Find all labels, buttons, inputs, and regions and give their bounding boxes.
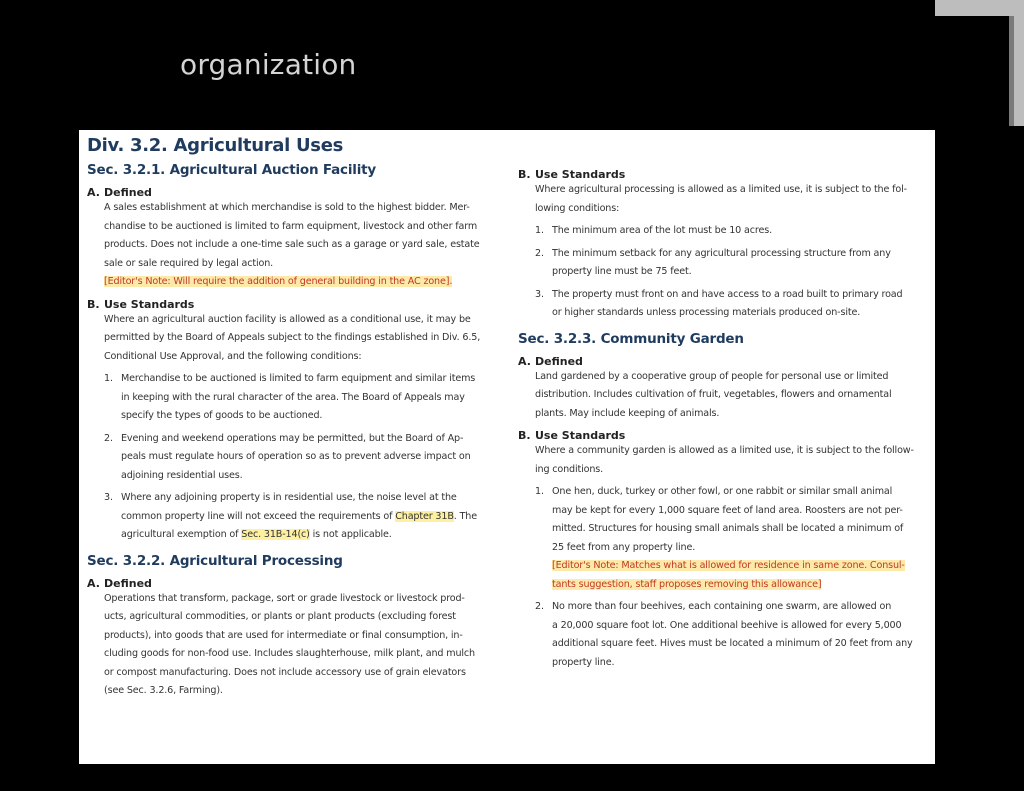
subsection-heading [87,298,501,311]
list-item [535,483,928,594]
text-segment: agricultural exemption of [121,529,242,540]
list-item [535,222,928,241]
subsection-heading [518,429,928,442]
text-line: a 20,000 square foot lot. One additional beehive is allowed for every 5,000 [552,619,902,631]
text-line: or compost manufacturing. Does not include accessory use of grain elevators [104,666,466,678]
text-segment: is not applicable. [309,529,392,540]
text-line: or higher standards unless processing materials produced on-site. [552,307,861,318]
list-number: 3. [535,288,544,300]
subsection-label: Use Standards [535,168,626,181]
text-line: additional square feet. Hives must be located a minimum of 20 feet from any [552,638,913,649]
right-column [518,130,928,672]
text-line: chandise to be auctioned is limited to farm equipment, livestock and other farm [104,220,478,232]
list-number: 1. [104,373,113,384]
list-item [535,286,928,323]
subsection-heading [87,577,501,590]
list-item [104,430,501,486]
text-line: The minimum area of the lot must be 10 acres. [552,225,772,236]
text-line: in keeping with the rural character of the area. The Board of Appeals may [121,391,465,403]
list-item [535,598,928,672]
list-item [104,370,501,426]
text-line: lowing conditions: [535,202,620,214]
text-line: property line. [552,656,615,668]
subsection-heading [518,168,928,181]
editors-note: [Editor's Note: Matches what is allowed for residence in same zone. Consul- [552,560,905,571]
text-line: plants. May include keeping of animals. [535,407,720,419]
editors-note: tants suggestion, staff proposes removing this allowance] [552,578,822,590]
text-line [121,526,501,545]
section-title-processing: Sec. 3.2.2. Agricultural Processing [87,552,343,569]
slide-title: organization [180,48,357,81]
text-segment: . The [453,510,477,522]
text-line: permitted by the Board of Appeals subject to the findings established in Div. 6.5, [104,332,481,343]
text-line: Operations that transform, package, sort or grade livestock or livestock prod- [104,592,465,604]
subsection-letter: B. [518,168,531,181]
paragraph [535,368,928,424]
corner-bar-vertical [1014,0,1024,126]
subsection-label: Defined [104,576,152,590]
list-number: 3. [104,492,113,503]
list-number: 2. [104,432,113,444]
paragraph [104,311,501,367]
text-line: property line must be 75 feet. [552,266,692,277]
list-number: 2. [535,247,544,259]
subsection-label: Defined [535,354,583,368]
subsection-letter: A. [87,576,100,590]
text-line: Where an agricultural auction facility is allowed as a conditional use, it may be [104,313,471,325]
text-line: mitted. Structures for housing small animals shall be located a minimum of [552,523,904,534]
text-line: sale or sale required by legal action. [104,257,274,269]
corner-bar-shadow [1009,16,1014,126]
text-line: (see Sec. 3.2.6, Farming). [104,685,223,696]
subsection-heading [87,186,501,199]
text-line: A sales establishment at which merchandise is sold to the highest bidder. Mer- [104,202,470,213]
left-column [87,130,501,701]
text-line: products), into goods that are used for intermediate or final consumption, in- [104,629,463,641]
text-line: ing conditions. [535,463,604,475]
text-segment: common property line will not exceed the requirements of [121,510,396,522]
text-line [121,508,501,527]
text-line: 25 feet from any property line. [552,541,696,553]
corner-bar-horizontal [935,0,1024,16]
list-number: 1. [535,225,544,236]
list-number: 1. [535,486,544,497]
subsection-letter: A. [518,354,531,368]
division-title: Div. 3.2. Agricultural Uses [87,135,344,156]
text-line: adjoining residential uses. [121,469,243,481]
section-reference-link[interactable]: Sec. 31B-14(c) [241,529,310,540]
list-item [535,245,928,282]
text-line: Where a community garden is allowed as a limited use, it is subject to the follow- [535,445,914,456]
subsection-label: Use Standards [535,429,626,442]
text-line: Conditional Use Approval, and the following conditions: [104,350,362,362]
text-line: No more than four beehives, each containing one swarm, are allowed on [552,601,892,612]
list-number: 2. [535,601,544,612]
text-line: Land gardened by a cooperative group of people for personal use or limited [535,370,889,382]
text-line: The minimum setback for any agricultural processing structure from any [552,247,891,259]
subsection-label: Defined [104,186,152,199]
list-item [104,489,501,545]
text-line: Evening and weekend operations may be permitted, but the Board of Ap- [121,432,464,444]
paragraph [535,442,928,479]
text-line: peals must regulate hours of operation so as to prevent adverse impact on [121,451,471,462]
document-image [79,130,935,764]
text-line: The property must front on and have access to a road built to primary road [552,288,903,300]
paragraph [104,199,501,292]
editors-note: [Editor's Note: Will require the addition of general building in the AC zone]. [104,276,453,287]
chapter-reference-link[interactable]: Chapter 31B [395,510,454,522]
text-line: One hen, duck, turkey or other fowl, or one rabbit or similar small animal [552,486,893,497]
text-line: specify the types of goods to be auctioned. [121,410,323,421]
subsection-heading [518,355,928,368]
text-line: Where agricultural processing is allowed as a limited use, it is subject to the fol- [535,184,907,195]
text-line: cluding goods for non-food use. Includes slaughterhouse, milk plant, and mulch [104,648,475,659]
section-title-auction: Sec. 3.2.1. Agricultural Auction Facility [87,162,376,178]
corner-decoration [935,0,1024,126]
subsection-letter: B. [87,297,100,311]
text-line: ucts, agricultural commodities, or plants or plant products (excluding forest [104,611,456,622]
subsection-letter: B. [518,429,531,442]
text-line: may be kept for every 1,000 square feet of land area. Roosters are not per- [552,504,903,516]
subsection-letter: A. [87,186,100,199]
paragraph [104,590,501,701]
text-line: Merchandise to be auctioned is limited to farm equipment and similar items [121,373,476,384]
text-line: Where any adjoining property is in residential use, the noise level at the [121,492,457,503]
text-line: distribution. Includes cultivation of fruit, vegetables, flowers and ornamental [535,389,892,400]
section-title-community-garden: Sec. 3.2.3. Community Garden [518,330,744,347]
paragraph [535,181,928,218]
text-line: products. Does not include a one-time sale such as a garage or yard sale, estate [104,239,480,250]
subsection-label: Use Standards [104,297,195,311]
